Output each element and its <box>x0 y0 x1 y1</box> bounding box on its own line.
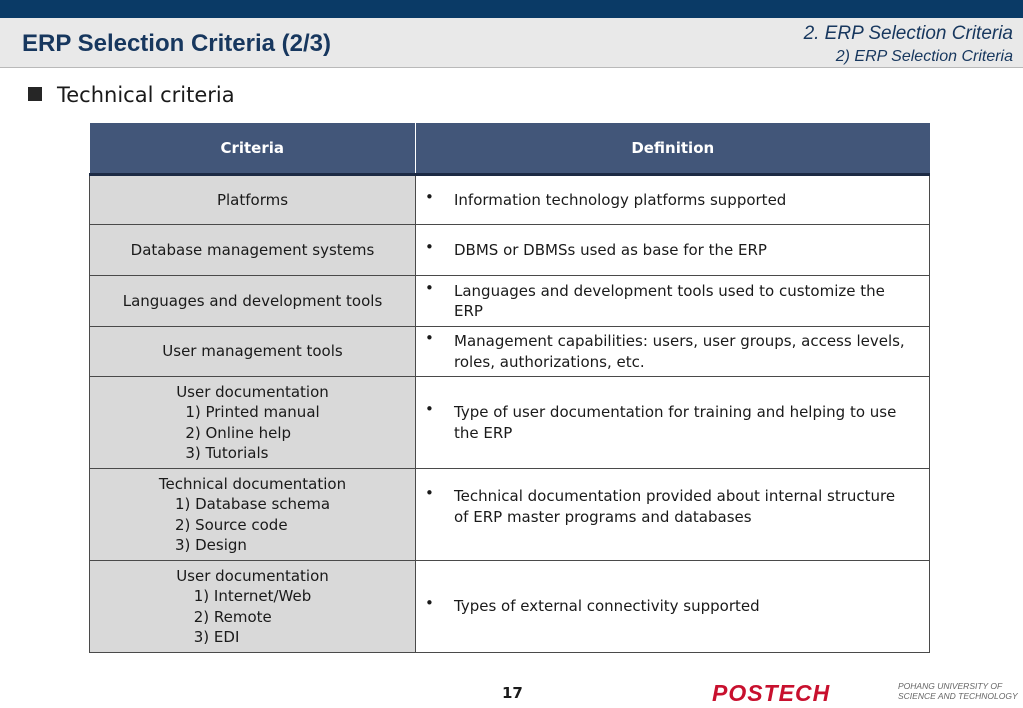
definition-text: Type of user documentation for training and helping to use the ERP <box>454 403 897 442</box>
criteria-subitem: 1) Printed manual <box>185 403 320 421</box>
criteria-subitem: 2) Online help <box>185 423 292 442</box>
breadcrumb-main: 2. ERP Selection Criteria <box>803 23 1013 44</box>
bullet-icon: • <box>425 329 434 347</box>
criteria-subitem: 1) Database schema <box>174 495 331 513</box>
definition-text: Languages and development tools used to customize the ERP <box>454 281 885 320</box>
square-bullet-icon <box>28 87 42 101</box>
criteria-name: Platforms <box>216 190 289 209</box>
criteria-sublist <box>175 494 330 556</box>
table-row <box>90 377 930 469</box>
table-row <box>90 561 930 653</box>
criteria-subitem: 1) Internet/Web <box>193 587 312 605</box>
criteria-subitem: 2) Remote <box>193 607 272 626</box>
criteria-cell <box>90 327 416 377</box>
logo-subtitle-line: SCIENCE AND TECHNOLOGY <box>898 691 1018 701</box>
top-accent-bar <box>0 0 1023 18</box>
definition-text: DBMS or DBMSs used as base for the ERP <box>454 240 767 259</box>
definition-text: Management capabilities: users, user groups, access levels, roles, authorizations, etc. <box>454 332 905 371</box>
definition-cell <box>416 469 930 561</box>
table-row <box>90 327 930 377</box>
table-row <box>90 276 930 327</box>
bullet-icon: • <box>425 237 434 256</box>
criteria-cell <box>90 561 416 653</box>
bullet-icon: • <box>425 187 434 206</box>
definition-cell <box>416 377 930 469</box>
section-label: Technical criteria <box>57 83 235 107</box>
section-heading <box>28 83 235 107</box>
definition-text: Technical documentation provided about internal structure of ERP master programs and databases <box>454 487 896 526</box>
criteria-subitem: 3) Design <box>174 536 247 554</box>
definition-cell <box>416 327 930 377</box>
page-number: 17 <box>502 684 523 702</box>
logo-subtitle-line: POHANG UNIVERSITY OF <box>898 681 1003 691</box>
breadcrumb-sub: 2) ERP Selection Criteria <box>835 48 1013 65</box>
criteria-name: Technical documentation <box>158 474 347 493</box>
criteria-subitem: 3) Tutorials <box>185 444 269 462</box>
definition-cell <box>416 225 930 276</box>
logo-subtitle <box>898 681 1018 701</box>
bullet-icon: • <box>425 594 434 613</box>
definition-cell <box>416 175 930 225</box>
criteria-cell <box>90 377 416 469</box>
bullet-icon: • <box>425 400 434 418</box>
definition-cell <box>416 561 930 653</box>
criteria-cell <box>90 225 416 276</box>
criteria-sublist <box>194 586 311 648</box>
criteria-cell <box>90 175 416 225</box>
criteria-cell <box>90 469 416 561</box>
criteria-cell <box>90 276 416 327</box>
table-row <box>90 225 930 276</box>
criteria-table <box>89 123 930 653</box>
definition-cell <box>416 276 930 327</box>
definition-text: Types of external connectivity supported <box>454 597 760 616</box>
criteria-name: Languages and development tools <box>122 291 383 310</box>
criteria-sublist <box>185 402 319 464</box>
criteria-name: User documentation <box>176 382 329 401</box>
table-header-row <box>90 123 930 175</box>
definition-text: Information technology platforms supported <box>454 190 787 209</box>
criteria-subitem: 2) Source code <box>174 515 288 534</box>
bullet-icon: • <box>425 484 434 502</box>
bullet-icon: • <box>425 278 434 297</box>
slide-title: ERP Selection Criteria (2/3) <box>22 30 331 57</box>
criteria-name: Database management systems <box>130 240 375 259</box>
criteria-name: User management tools <box>162 342 343 361</box>
table-row <box>90 175 930 225</box>
table-row <box>90 469 930 561</box>
column-header-definition: Definition <box>416 123 930 175</box>
postech-logo: POSTECH <box>712 680 831 706</box>
criteria-name: User documentation <box>176 566 329 585</box>
column-header-criteria: Criteria <box>90 123 416 175</box>
criteria-subitem: 3) EDI <box>193 628 240 646</box>
